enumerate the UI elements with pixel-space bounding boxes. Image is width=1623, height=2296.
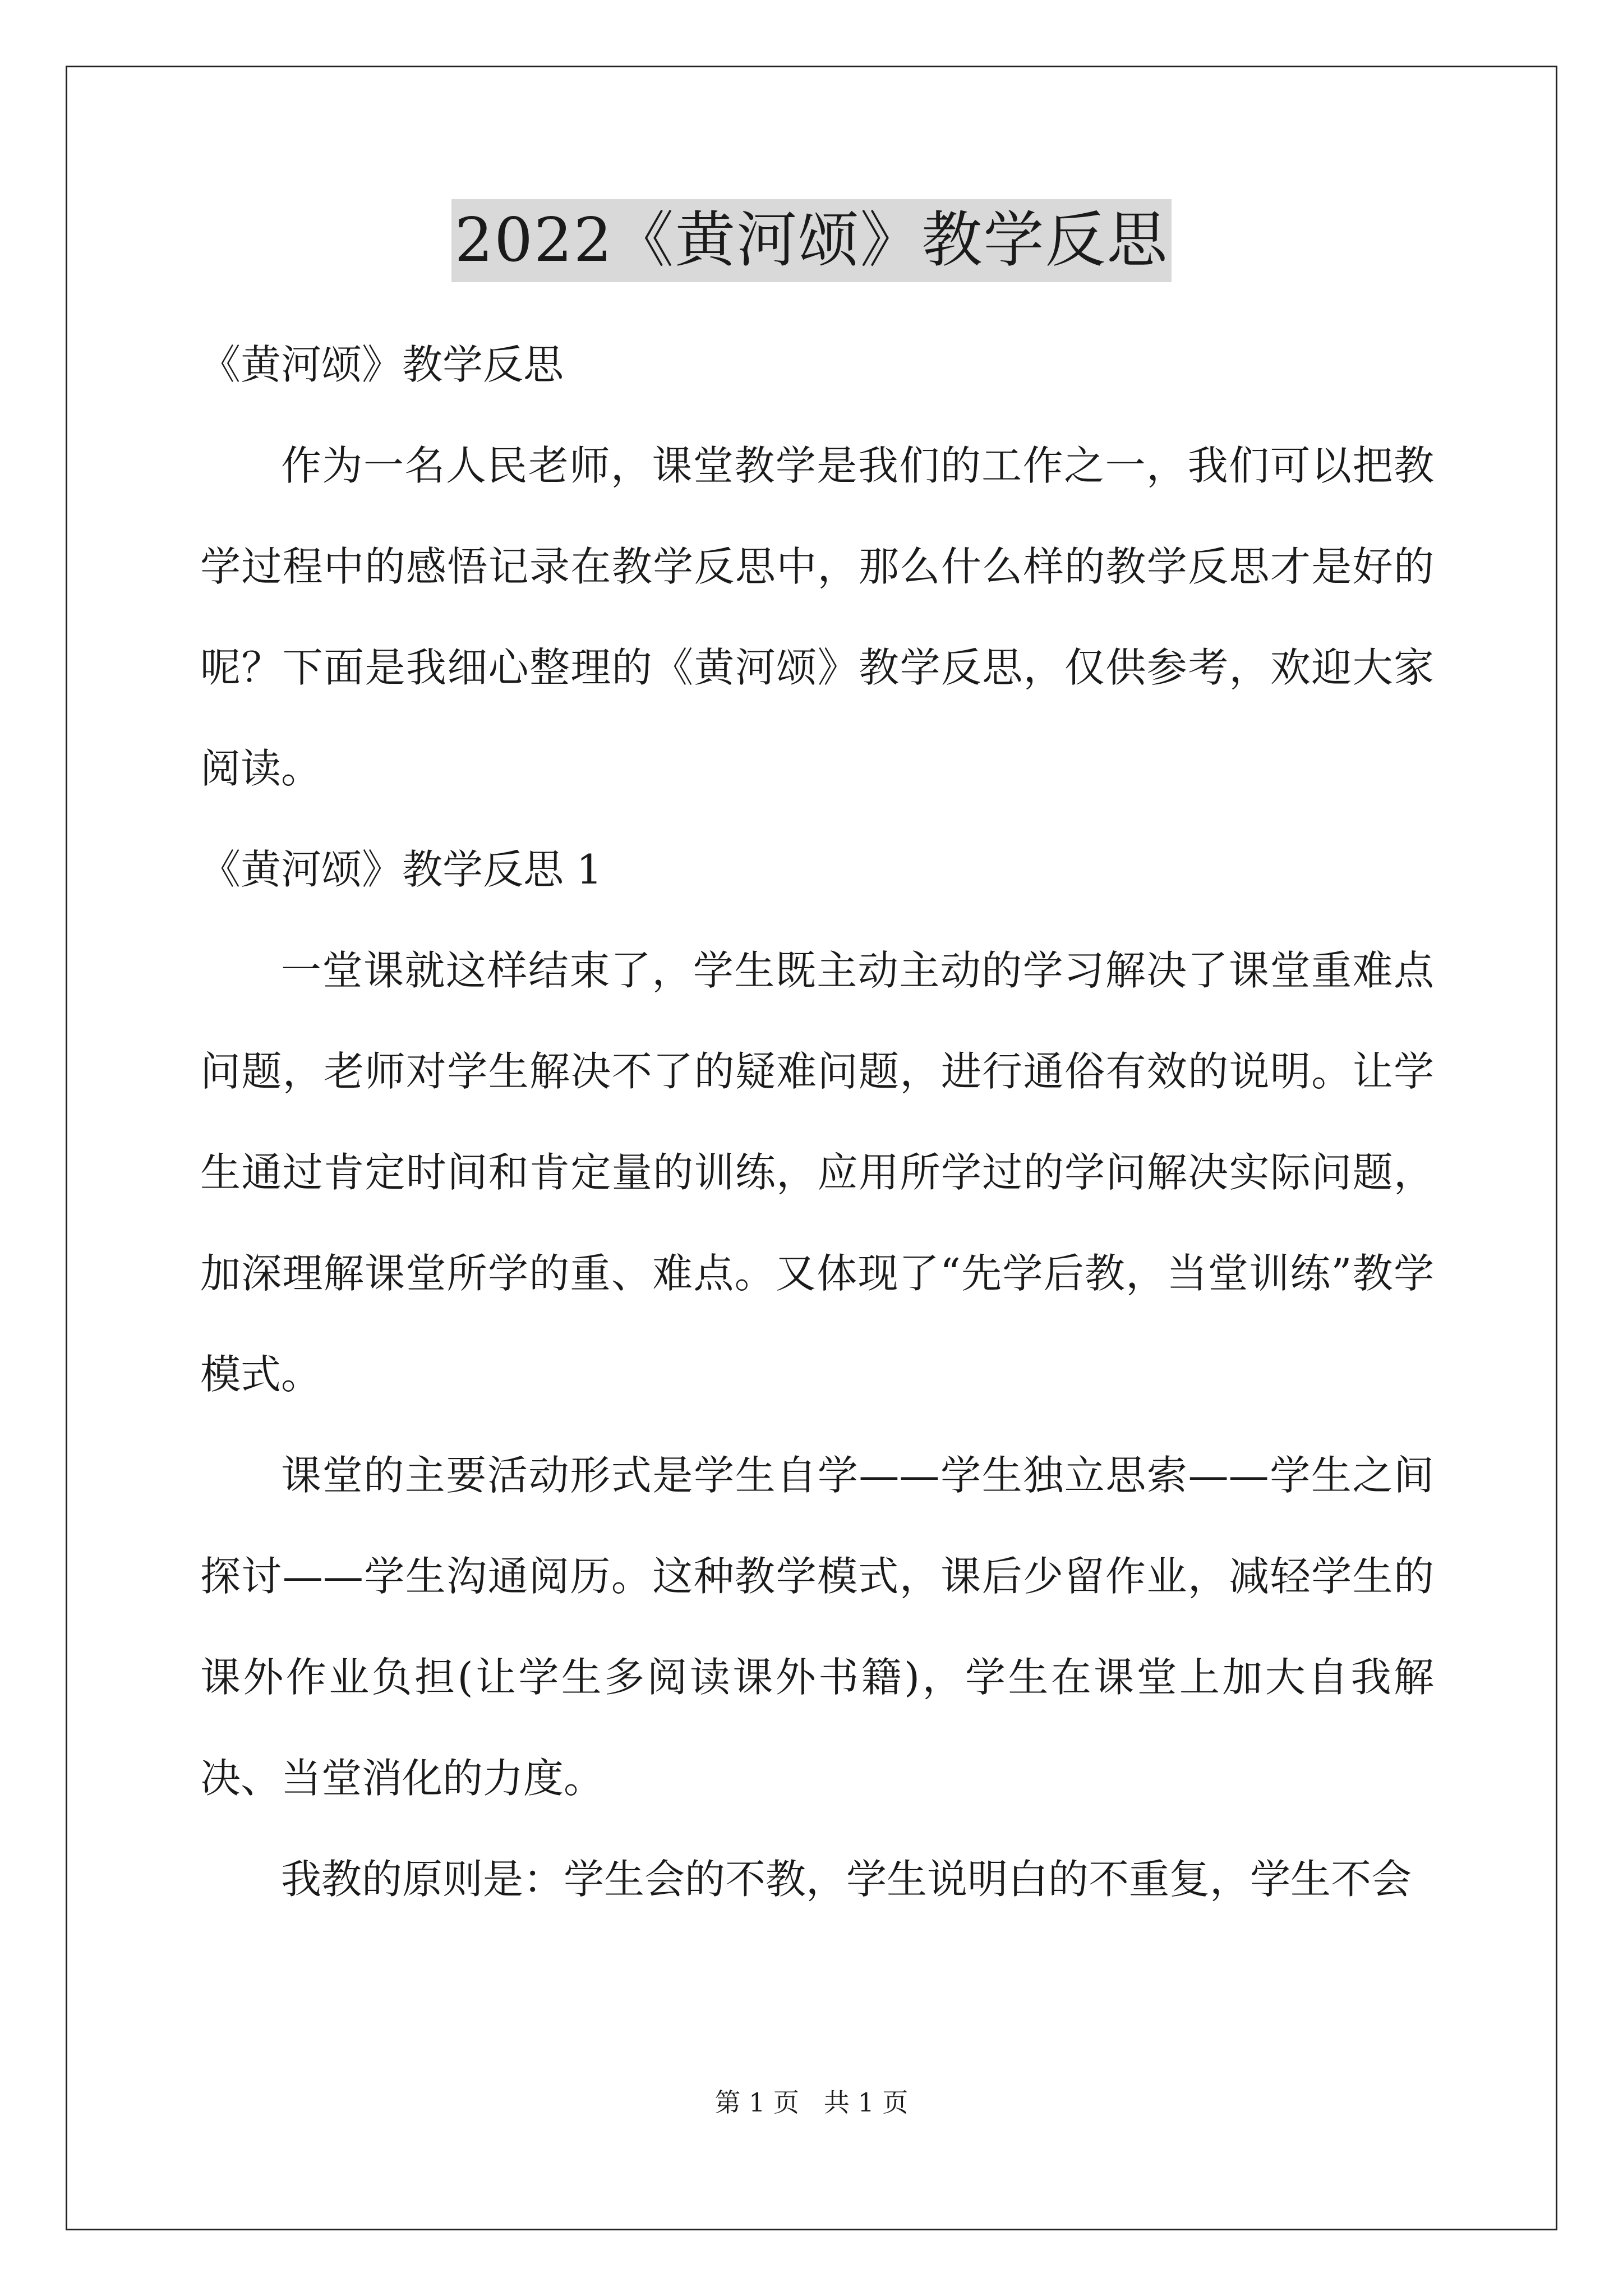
page-footer: 第 1 页 共 1 页 [714,2087,909,2118]
section-heading: 《黄河颂》教学反思 [200,341,564,388]
title-container [0,199,1623,282]
document-title: 2022《黄河颂》教学反思 [451,199,1172,282]
paragraph: 一堂课就这样结束了，学生既主动主动的学习解决了课堂重难点问题，老师对学生解决不了的疑难问题，进行通俗有效的说明。让学生通过肯定时间和肯定量的训练，应用所学过的学问解决实际问题，加深理解课堂所学的重、难点。又体现了“先学后教，当堂训练”教学模式。 [200,947,1434,1398]
paragraph: 作为一名人民老师，课堂教学是我们的工作之一，我们可以把教学过程中的感悟记录在教学反思中，那么什么样的教学反思才是好的呢？下面是我细心整理的《黄河颂》教学反思，仅供参考，欢迎大家阅读。 [200,442,1434,792]
paragraph: 课堂的主要活动形式是学生自学——学生独立思索——学生之间探讨——学生沟通阅历。这种教学模式，课后少留作业，减轻学生的课外作业负担(让学生多阅读课外书籍)，学生在课堂上加大自我解决、当堂消化的力度。 [200,1452,1434,1802]
document-body [200,314,1434,1930]
paragraph: 我教的原则是：学生会的不教，学生说明白的不重复，学生不会 [281,1856,1412,1903]
section-heading: 《黄河颂》教学反思 1 [200,846,602,893]
